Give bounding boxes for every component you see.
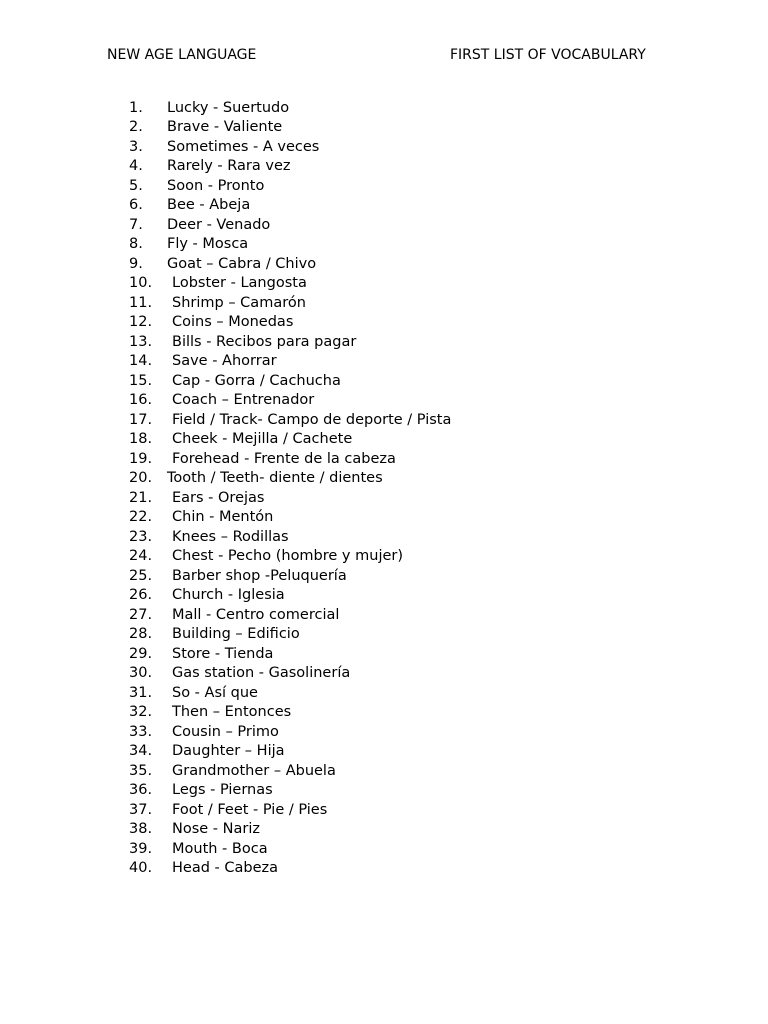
list-item (129, 469, 451, 489)
list-item (129, 528, 451, 548)
item-number: 3. (129, 138, 143, 155)
vocabulary-entry: Goat – Cabra / Chivo (167, 255, 317, 272)
item-number: 40. (129, 860, 153, 876)
vocabulary-entry: Soon - Pronto (167, 177, 265, 194)
vocabulary-entry: Coach – Entrenador (172, 392, 315, 408)
list-item (129, 391, 451, 411)
list-item (129, 372, 451, 392)
list-item (129, 294, 451, 314)
vocabulary-entry: Tooth / Teeth- diente / dientes (167, 470, 383, 486)
vocabulary-entry: Cap - Gorra / Cachucha (172, 372, 341, 389)
list-item (129, 664, 451, 684)
vocabulary-entry: Cheek - Mejilla / Cachete (172, 431, 353, 447)
vocabulary-entry: Mouth - Boca (172, 840, 268, 857)
item-number: 20. (129, 470, 153, 486)
item-number: 22. (129, 509, 153, 525)
list-item (129, 352, 451, 372)
list-item (129, 157, 451, 177)
item-number: 27. (129, 606, 153, 623)
list-item (129, 586, 451, 606)
item-number: 13. (129, 333, 153, 350)
vocabulary-entry: Nose - Nariz (172, 821, 260, 837)
list-item (129, 625, 451, 645)
item-number: 26. (129, 587, 153, 603)
item-number: 9. (129, 255, 143, 272)
list-item (129, 450, 451, 470)
item-number: 37. (129, 801, 153, 818)
list-item (129, 508, 451, 528)
item-number: 11. (129, 294, 153, 311)
item-number: 2. (129, 119, 143, 135)
list-item (129, 762, 451, 782)
vocabulary-entry: Rarely - Rara vez (167, 158, 291, 174)
list-item (129, 547, 451, 567)
list-item (129, 255, 451, 275)
list-item (129, 274, 451, 294)
list-item (129, 430, 451, 450)
vocabulary-entry: Gas station - Gasolinería (172, 665, 351, 681)
vocabulary-entry: Head - Cabeza (172, 860, 278, 876)
item-number: 6. (129, 197, 143, 213)
vocabulary-entry: Chin - Mentón (172, 509, 274, 525)
item-number: 24. (129, 548, 153, 564)
vocabulary-entry: Then – Entonces (172, 704, 292, 720)
list-item (129, 840, 451, 860)
list-item (129, 489, 451, 509)
vocabulary-entry: Daughter – Hija (172, 743, 285, 759)
vocabulary-entry: Foot / Feet - Pie / Pies (172, 801, 328, 818)
list-item (129, 703, 451, 723)
list-item (129, 820, 451, 840)
list-item (129, 645, 451, 665)
item-number: 39. (129, 840, 153, 857)
vocabulary-entry: Shrimp – Camarón (172, 294, 306, 311)
vocabulary-entry: Sometimes - A veces (167, 138, 320, 155)
list-item (129, 801, 451, 821)
item-number: 35. (129, 762, 153, 779)
vocabulary-entry: Field / Track- Campo de deporte / Pista (172, 411, 452, 428)
vocabulary-entry: Barber shop -Peluquería (172, 567, 347, 584)
vocabulary-entry: Save - Ahorrar (172, 353, 277, 369)
vocabulary-entry: Bills - Recibos para pagar (172, 333, 357, 350)
item-number: 21. (129, 489, 153, 506)
item-number: 7. (129, 216, 143, 233)
list-item (129, 216, 451, 236)
vocabulary-entry: Church - Iglesia (172, 587, 285, 603)
item-number: 31. (129, 684, 153, 701)
item-number: 10. (129, 275, 153, 291)
list-item (129, 723, 451, 743)
list-item (129, 781, 451, 801)
item-number: 38. (129, 821, 153, 837)
list-item (129, 196, 451, 216)
course-title: NEW AGE LANGUAGE (107, 47, 257, 63)
list-item (129, 859, 451, 879)
vocabulary-entry: Lucky - Suertudo (167, 99, 290, 116)
vocabulary-entry: Store - Tienda (172, 645, 274, 662)
list-item (129, 99, 451, 119)
list-item (129, 742, 451, 762)
item-number: 15. (129, 372, 153, 389)
item-number: 30. (129, 665, 153, 681)
vocabulary-entry: Chest - Pecho (hombre y mujer) (172, 548, 404, 564)
item-number: 34. (129, 743, 153, 759)
vocabulary-entry: Forehead - Frente de la cabeza (172, 450, 396, 467)
item-number: 8. (129, 236, 143, 252)
item-number: 28. (129, 626, 153, 642)
item-number: 12. (129, 314, 153, 330)
list-item (129, 177, 451, 197)
vocabulary-entry: Cousin – Primo (172, 723, 279, 740)
item-number: 1. (129, 99, 143, 116)
list-item (129, 313, 451, 333)
vocabulary-entry: Lobster - Langosta (172, 275, 307, 291)
vocabulary-entry: Deer - Venado (167, 216, 271, 233)
vocabulary-entry: Legs - Piernas (172, 782, 273, 798)
item-number: 33. (129, 723, 153, 740)
vocabulary-entry: So - Así que (172, 684, 258, 701)
item-number: 29. (129, 645, 153, 662)
vocabulary-entry: Bee - Abeja (167, 197, 251, 213)
list-item (129, 411, 451, 431)
item-number: 19. (129, 450, 153, 467)
vocabulary-list (129, 99, 451, 879)
vocabulary-entry: Grandmother – Abuela (172, 762, 336, 779)
list-item (129, 118, 451, 138)
item-number: 32. (129, 704, 153, 720)
vocabulary-entry: Building – Edificio (172, 626, 300, 642)
item-number: 16. (129, 392, 153, 408)
vocabulary-entry: Knees – Rodillas (172, 528, 289, 545)
list-title: FIRST LIST OF VOCABULARY (450, 47, 646, 63)
vocabulary-entry: Mall - Centro comercial (172, 606, 340, 623)
item-number: 18. (129, 431, 153, 447)
item-number: 4. (129, 158, 143, 174)
vocabulary-entry: Fly - Mosca (167, 236, 249, 252)
item-number: 25. (129, 567, 153, 584)
list-item (129, 138, 451, 158)
vocabulary-entry: Coins – Monedas (172, 314, 294, 330)
list-item (129, 606, 451, 626)
list-item (129, 684, 451, 704)
item-number: 14. (129, 353, 153, 369)
item-number: 23. (129, 528, 153, 545)
item-number: 5. (129, 177, 143, 194)
list-item (129, 567, 451, 587)
list-item (129, 333, 451, 353)
list-item (129, 235, 451, 255)
vocabulary-entry: Brave - Valiente (167, 119, 283, 135)
item-number: 36. (129, 782, 153, 798)
item-number: 17. (129, 411, 153, 428)
vocabulary-entry: Ears - Orejas (172, 489, 265, 506)
